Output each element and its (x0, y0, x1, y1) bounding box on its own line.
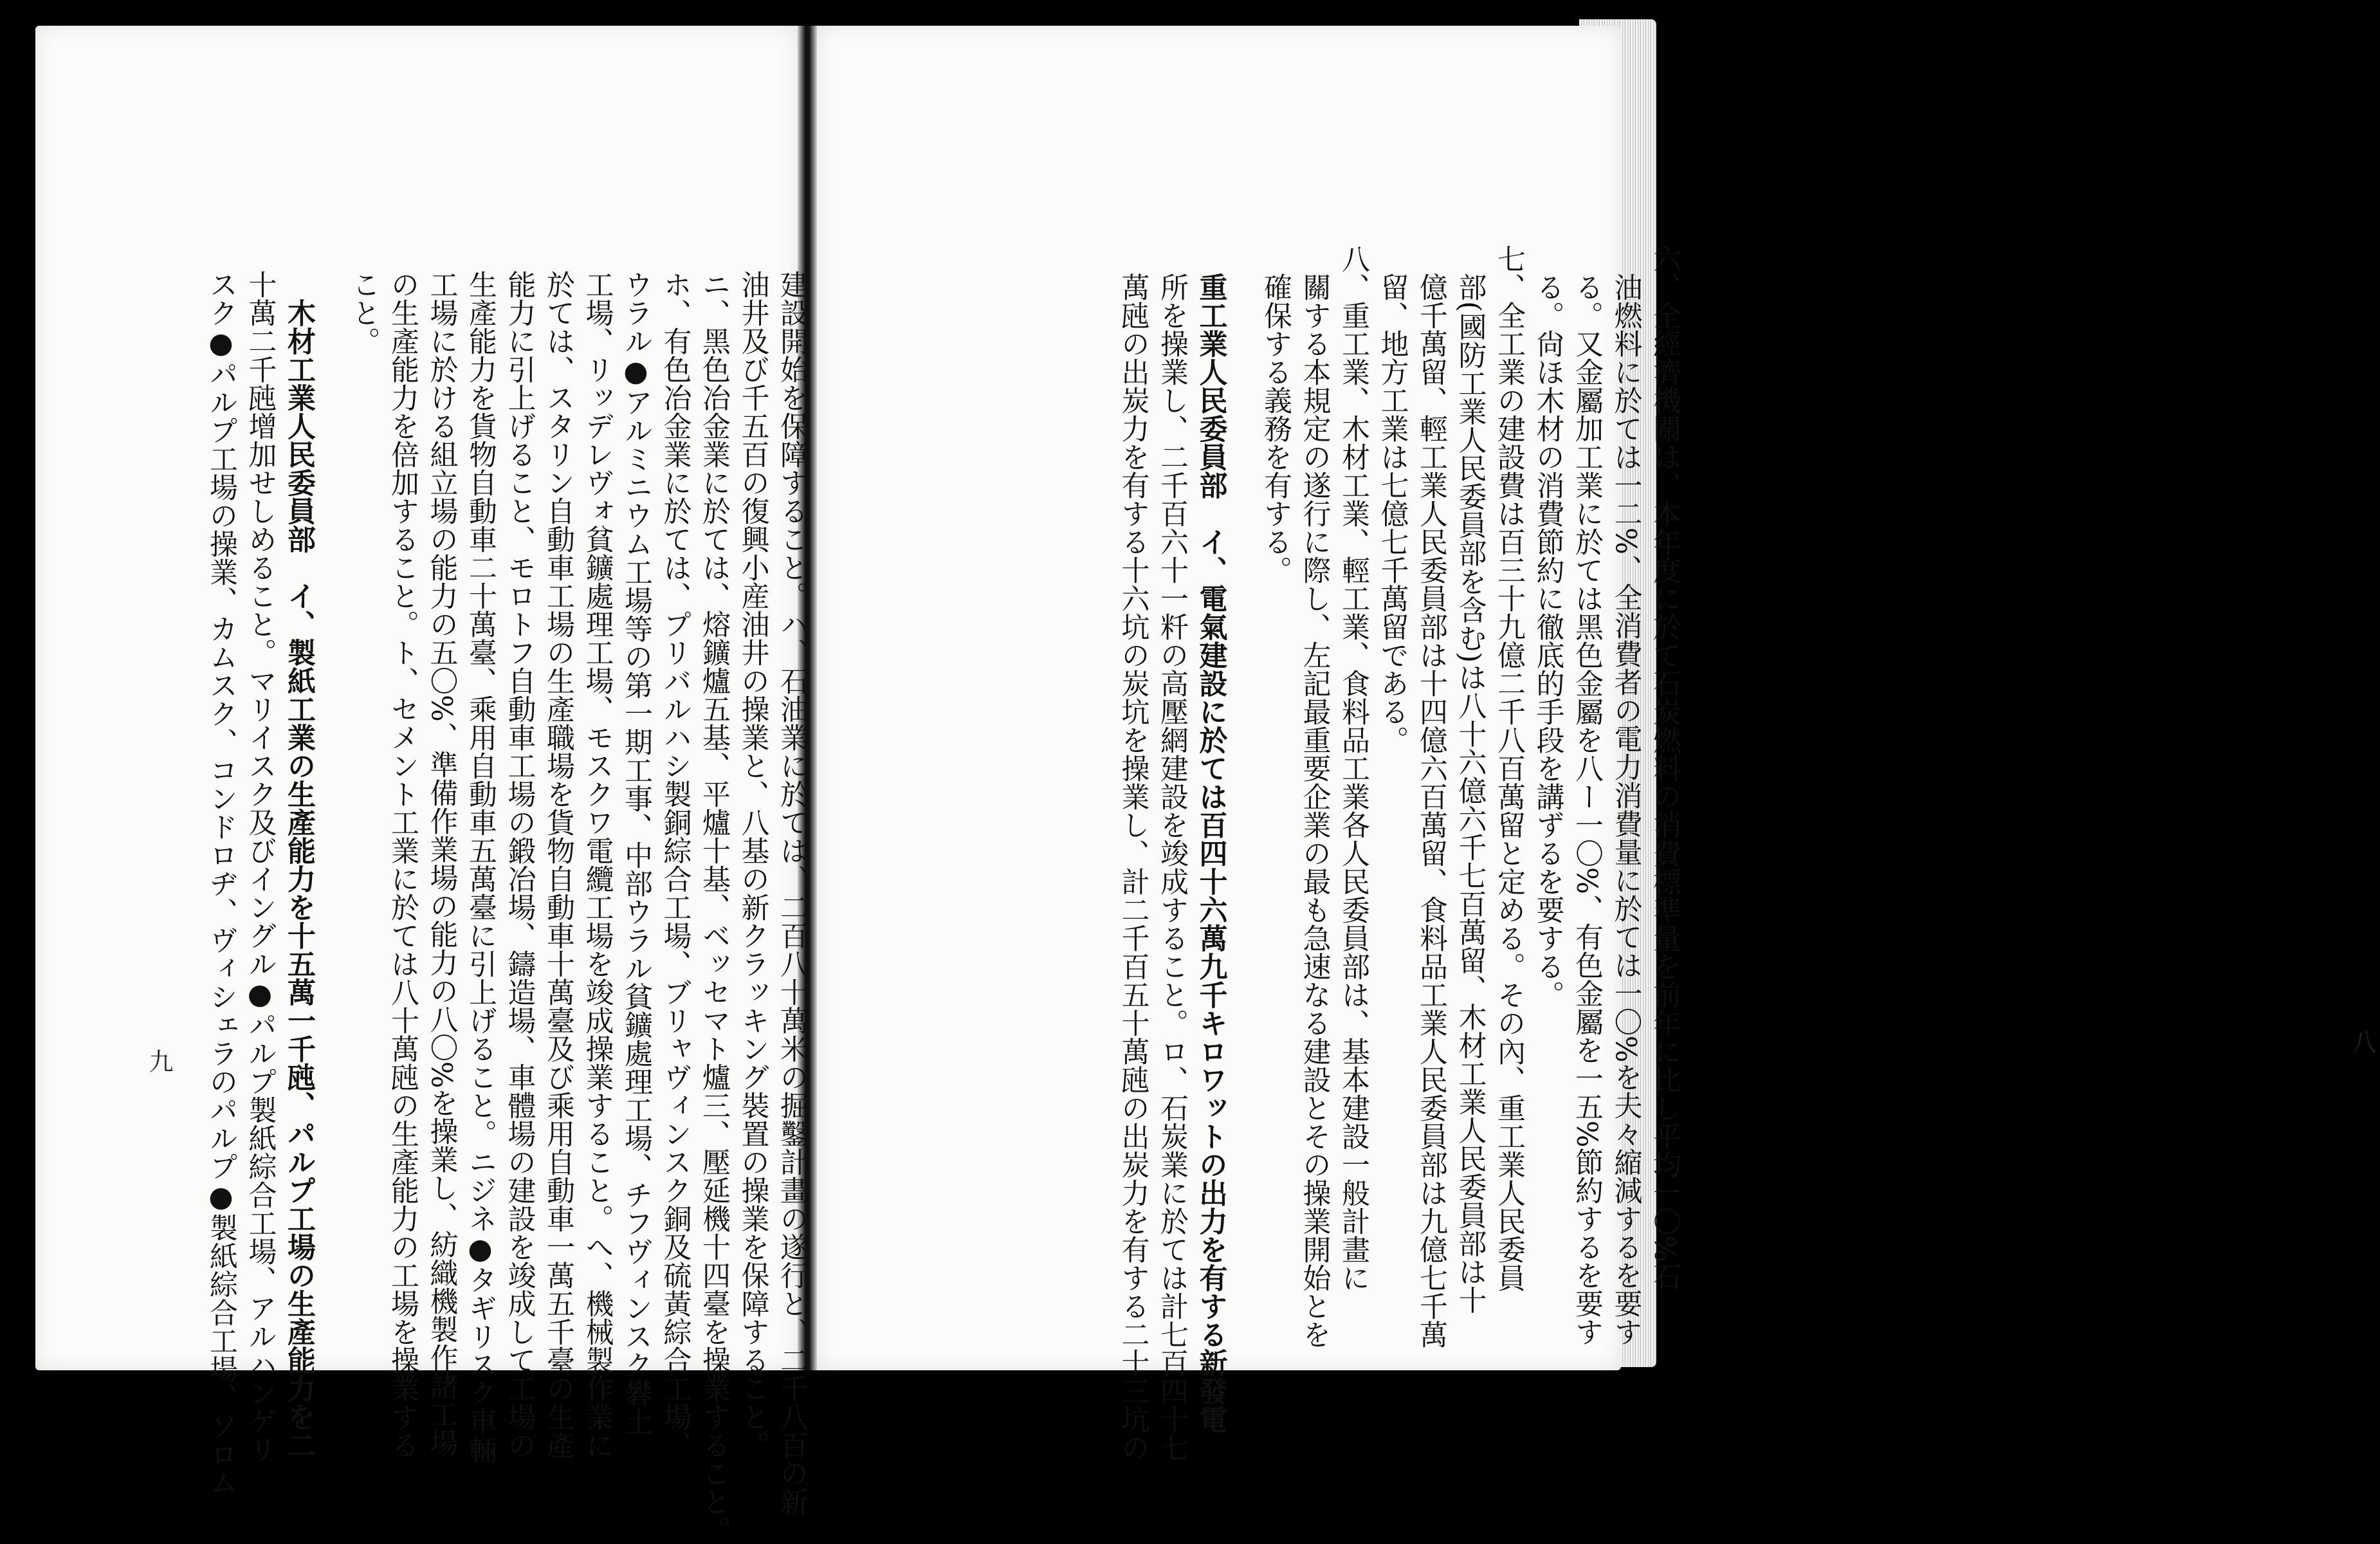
text-line: 能力に引上げること、モロトフ自動車工場の鍛冶場、鑄造場、車體場の建設を竣成して工場の (502, 270, 536, 1459)
text-line: る。又金屬加工業に於ては黑色金屬を八ー一〇%、有色金屬を一五%節約するを要す (1570, 273, 1603, 1346)
text-line: 八、重工業、木材工業、輕工業、食料品工業各人民委員部は、基本建設一般計畫に (1337, 244, 1369, 1292)
right-page (817, 26, 2376, 1462)
left-page-text (116, 270, 810, 1544)
text-line: 於ては、スタリン自動車工場の生產職場を貨物自動車十萬臺及び乘用自動車一萬五千臺の生產 (542, 270, 574, 1459)
text-line: 工場に於ける組立場の能力の五〇%、準備作業場の能力の八〇%を操業し、紡織機製作諸工場 (425, 270, 458, 1457)
page-number: 九 (145, 1049, 173, 1073)
text-line: 建設開始を保障すること。ハ、石油業に於ては、二百八十萬米の掘鑿計畫の遂行と、二千八百の新 (775, 270, 808, 1516)
text-line: 六、全經濟機關は、本年度に於て石炭燃料の消費標準量を前年に比し平均一〇%石 (1648, 244, 1681, 1291)
text-line: 留、地方工業は七億七千萬留である。 (1375, 273, 1409, 754)
text-line: る。尙ほ木材の消費節約に徹底的手段を講ずるを要する。 (1531, 273, 1564, 1009)
section-gap (318, 270, 343, 1364)
section-gap (1230, 244, 1256, 1377)
text-line: ニ、黑色冶金業に於ては、熔鑛爐五基、平爐十基、ベッセマト爐三、壓延機十四臺を操業すること。 (697, 270, 730, 1544)
text-line: の生產能力を倍加すること。ト、セメント工業に於ては八十萬瓲の生產能力の工場を操業する (386, 270, 419, 1459)
text-line: こと。 (347, 270, 380, 355)
text-line: 油燃料に於ては一二%、全消費者の電力消費量に於ては一〇%を夫々縮減するを要す (1609, 273, 1642, 1346)
text-line: 關する本規定の遂行に際し、左記最重要企業の最も急速なる建設とその操業開始とを (1297, 273, 1331, 1348)
text-line: 所を操業し、二千百六十一粁の高壓網建設を竣成すること。ロ、石炭業に於ては計七百四十七 (1155, 273, 1188, 1462)
text-line: 生產能力を貨物自動車二十萬臺、乘用自動車五萬臺に引上げること。ニジネ●タギリスク車輛 (464, 270, 497, 1464)
text-line: 萬瓲の出炭力を有する十六坑の炭坑を操業し、計二千百五十萬瓲の出炭力を有する二十三坑の (1116, 273, 1149, 1462)
text-line: 油井及び千五百の復興小産油井の操業と、八基の新クラッキング裝置の操業を保障すること。 (736, 270, 769, 1459)
page-number: 八 (2348, 1029, 2376, 1054)
text-line: 億千萬留、輕工業人民委員部は十四億六百萬留、食料品工業人民委員部は九億七千萬 (1414, 273, 1447, 1348)
text-line: ホ、有色冶金業に於ては、プリバルハシ製銅綜合工場、ブリャヴィンスク銅及硫黃綜合工場、 (658, 270, 691, 1459)
text-line: 七、全工業の建設費は百三十九億二千八百萬留と定める。その內、重工業人民委員 (1492, 244, 1525, 1292)
text-line: 十萬二千瓲增加せしめること。マリイスク及びイングル●パルプ製紙綜合工場、アルハンゲリ (243, 270, 277, 1464)
section-heading-line: 重工業人民委員部 イ、電氣建設に於ては百四十六萬九千キロワットの出力を有する新發電 (1194, 273, 1227, 1433)
text-line: 部(國防工業人民委員部を含む)は八十六億六千七百萬留、木材工業人民委員部は十 (1453, 273, 1487, 1314)
text-line: 確保する義務を有する。 (1259, 273, 1292, 584)
left-page (35, 26, 808, 1544)
text-line: スク●パルプ工場の操業、カムスク、コンドロヂ、ヴィシェラのパルプ●製紙綜合工場、ソロム (205, 270, 237, 1496)
section-heading-line: 木材工業人民委員部 イ、製紙工業の生產能力を十五萬一千瓲、パルプ工場の生產能力を二 (282, 299, 315, 1459)
text-line: ウラル●アルミニウム工場等の第一期工事、中部ウラル貧鑛處理工場、チフヴィンスク礬土 (619, 270, 652, 1435)
text-line: 工場、リッデレヴォ貧鑛處理工場、モスクワ電纜工場を竣成操業すること。へ、機械製作業に (580, 270, 614, 1459)
right-page-text (985, 244, 1683, 1462)
